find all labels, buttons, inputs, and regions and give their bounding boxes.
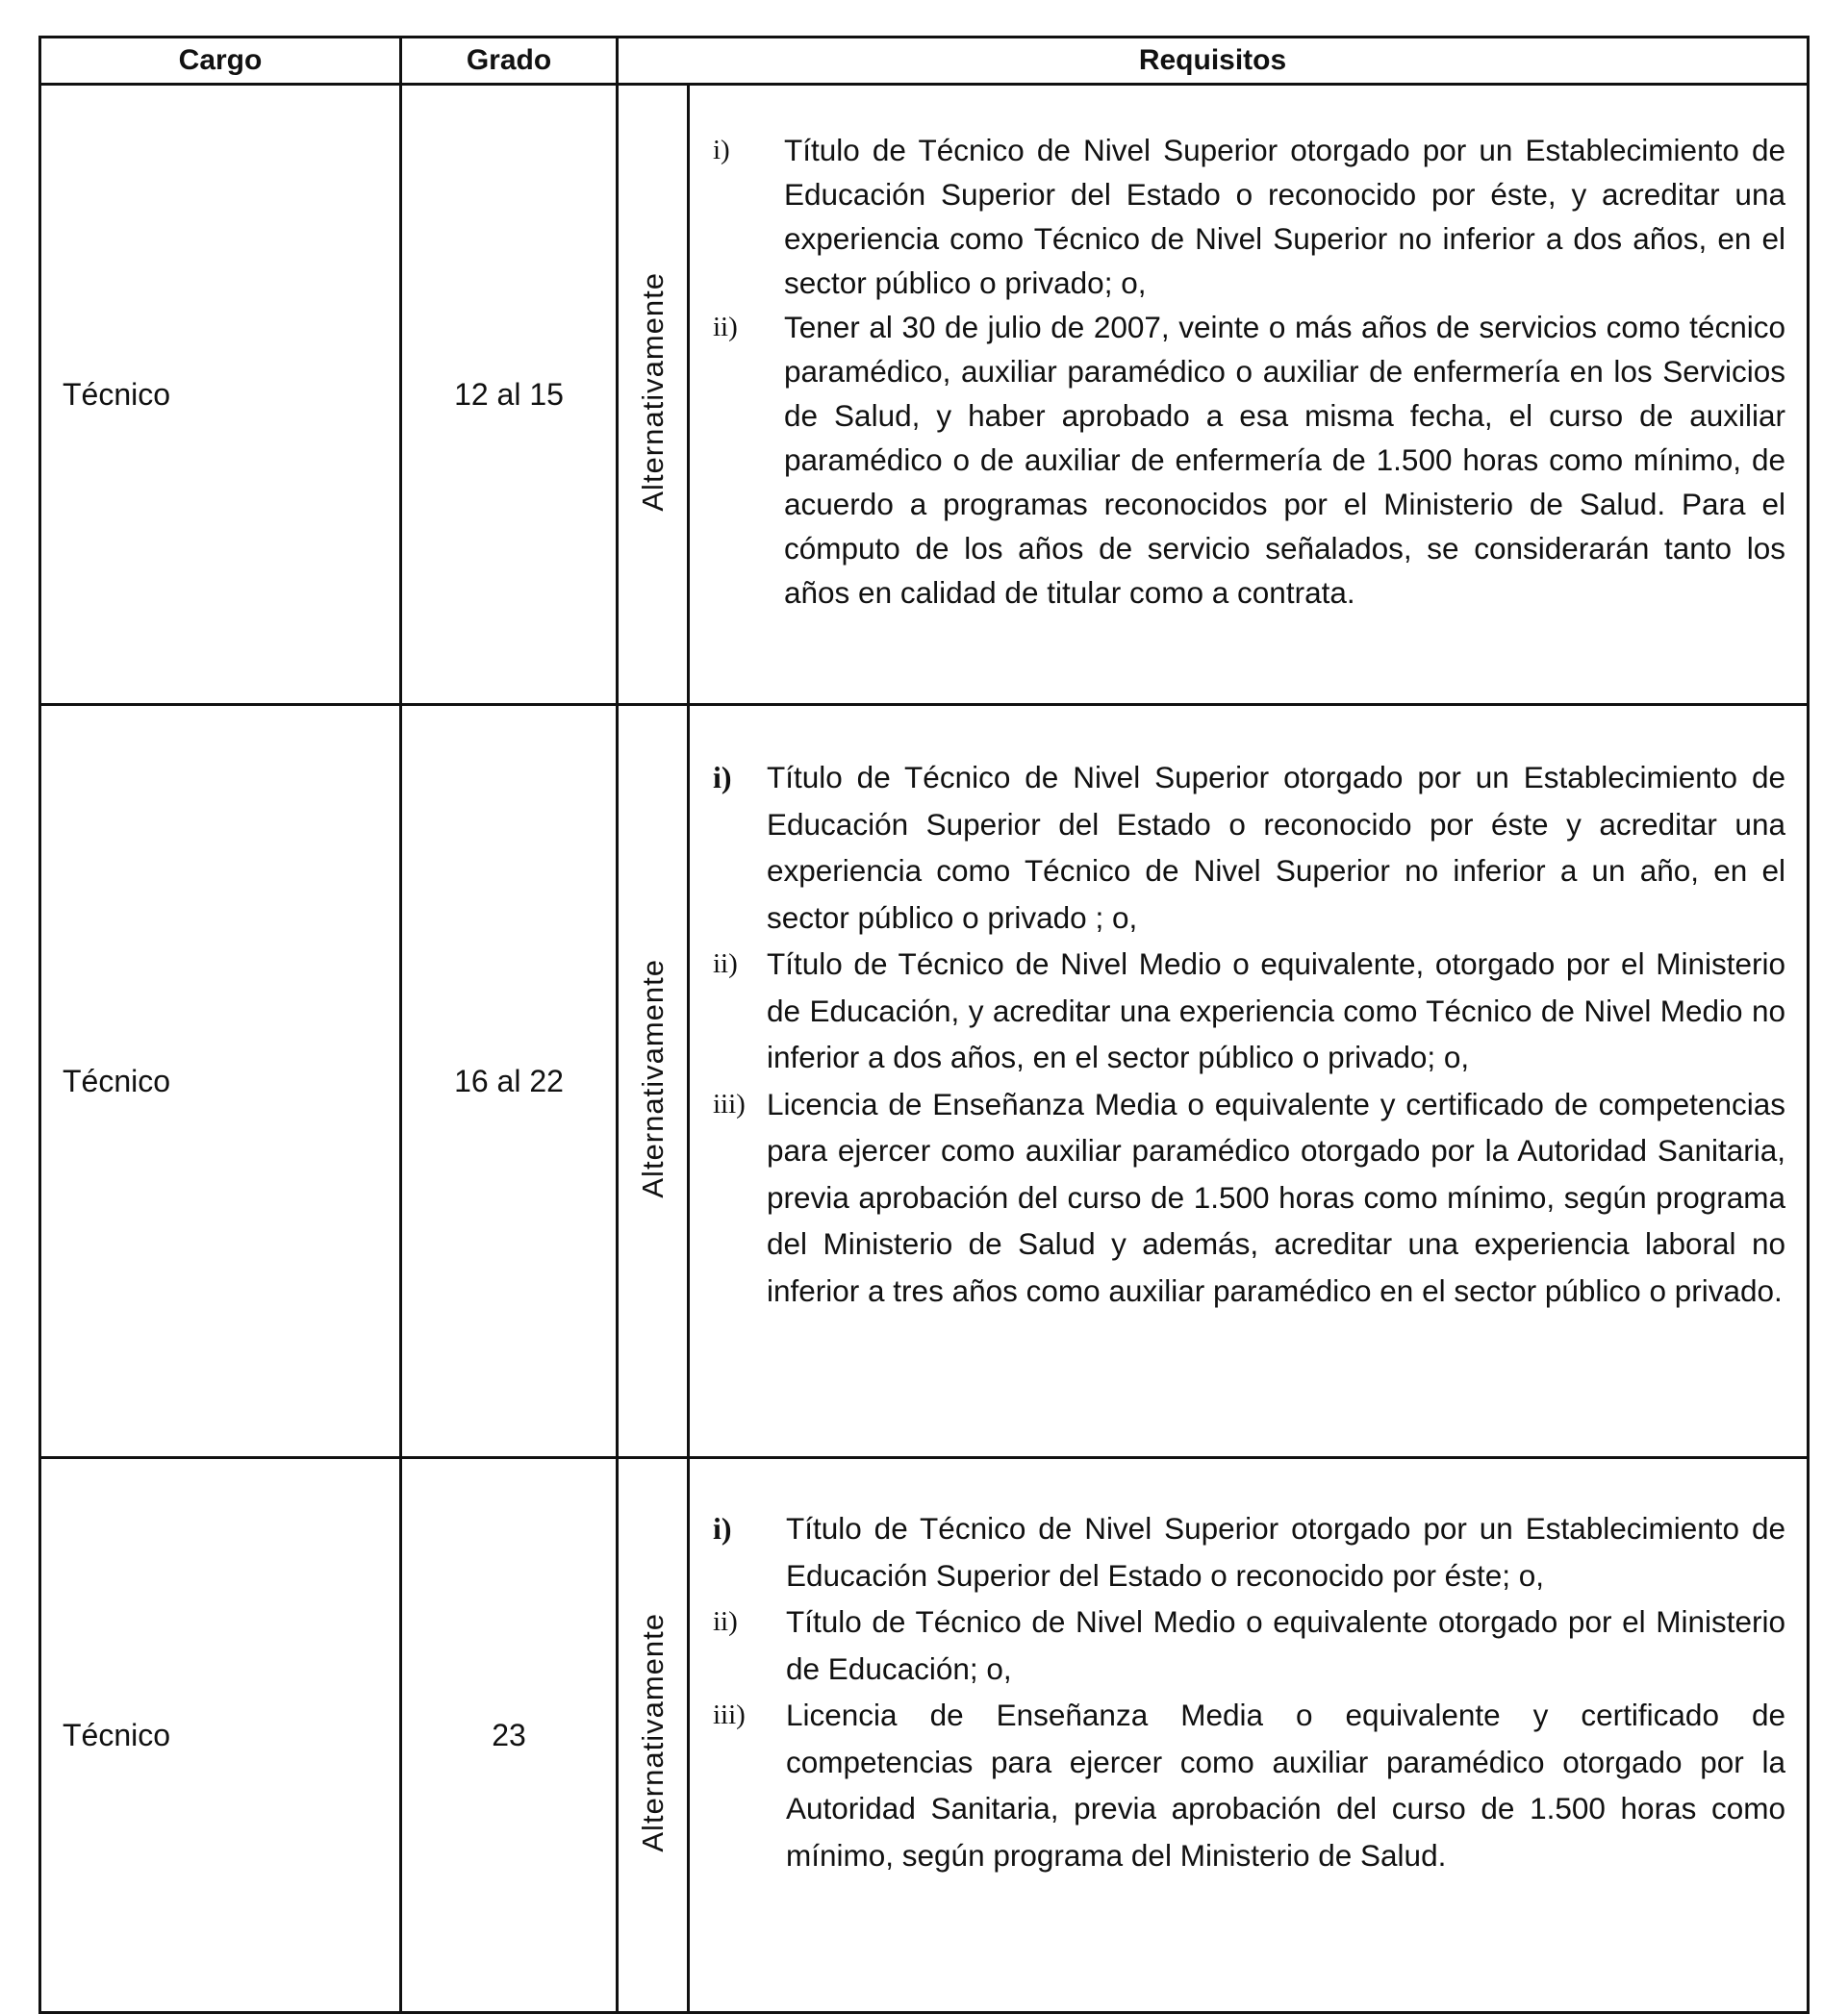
alternativamente-cell — [618, 85, 689, 705]
list-item — [713, 1081, 1785, 1315]
header-row — [40, 38, 1809, 85]
requisitos-cell — [689, 85, 1809, 705]
grado-cell: 23 — [401, 1458, 618, 2013]
item-text: Título de Técnico de Nivel Medio o equivalente otorgado por el Ministerio de Educación; o, — [786, 1604, 1785, 1686]
list-item — [713, 1692, 1785, 1878]
requirements-table — [38, 36, 1810, 2014]
item-text: Título de Técnico de Nivel Superior otorgado por un Establecimiento de Educación Superior del Estado o reconocido por éste; o, — [786, 1511, 1785, 1593]
table-row — [40, 85, 1809, 705]
item-text: Título de Técnico de Nivel Medio o equivalente, otorgado por el Ministerio de Educación, y acreditar una experiencia como Técnico de Nivel Medio no inferior a dos años, en el sector público o privado; o, — [767, 946, 1785, 1074]
requisitos-list — [713, 128, 1785, 615]
cargo-cell: Técnico — [40, 1458, 401, 2013]
requisitos-list — [713, 1505, 1785, 1878]
requisitos-list — [713, 754, 1785, 1314]
header-grado: Grado — [401, 38, 618, 85]
item-text: Licencia de Enseñanza Media o equivalente y certificado de competencias para ejercer como auxiliar paramédico otorgado por la Autoridad Sanitaria, previa aprobación del curso de 1.500 horas como mínimo, según programa del Ministerio de Salud. — [786, 1698, 1785, 1873]
requisitos-cell — [689, 705, 1809, 1458]
grado-cell: 12 al 15 — [401, 85, 618, 705]
item-marker: ii) — [713, 1606, 738, 1637]
grado-cell: 16 al 22 — [401, 705, 618, 1458]
list-item — [713, 128, 1785, 305]
item-text: Tener al 30 de julio de 2007, veinte o más años de servicios como técnico paramédico, auxiliar paramédico o auxiliar de enfermería en los Servicios de Salud, y haber aprobado a esa misma fecha, el curso de auxiliar paramédico o de auxiliar de enfermería de 1.500 horas como mínimo, de acuerdo a programas reconocidos por el Ministerio de Salud. Para el cómputo de los años de servicio señalados, se considerarán tanto los años en calidad de titular como a contrata. — [784, 310, 1785, 610]
list-item — [713, 1599, 1785, 1692]
table-row — [40, 705, 1809, 1458]
list-item — [713, 941, 1785, 1081]
list-item — [713, 1505, 1785, 1599]
item-marker: iii) — [713, 1088, 746, 1120]
item-marker: i) — [713, 135, 730, 165]
alternativamente-cell — [618, 705, 689, 1458]
header-cargo: Cargo — [40, 38, 401, 85]
cargo-cell: Técnico — [40, 705, 401, 1458]
item-marker: ii) — [713, 948, 738, 979]
item-marker: iii) — [713, 1699, 746, 1730]
list-item — [713, 754, 1785, 941]
alternativamente-label: Alternativamente — [635, 959, 670, 1198]
cargo-cell: Técnico — [40, 85, 401, 705]
table-row — [40, 1458, 1809, 2013]
alternativamente-label: Alternativamente — [635, 1613, 670, 1852]
alternativamente-cell — [618, 1458, 689, 2013]
requisitos-cell — [689, 1458, 1809, 2013]
item-marker: i) — [713, 1511, 732, 1546]
header-requisitos: Requisitos — [618, 38, 1809, 85]
item-marker: i) — [713, 760, 732, 794]
item-text: Licencia de Enseñanza Media o equivalente y certificado de competencias para ejercer como auxiliar paramédico otorgado por la Autoridad Sanitaria, previa aprobación del curso de 1.500 horas como mínimo, según programa del Ministerio de Salud y además, acreditar una experiencia laboral no inferior a tres años como auxiliar paramédico en el sector público o privado. — [767, 1086, 1785, 1308]
item-marker: ii) — [713, 312, 738, 342]
item-text: Título de Técnico de Nivel Superior otorgado por un Establecimiento de Educación Superior del Estado o reconocido por éste, y acreditar una experiencia como Técnico de Nivel Superior no inferior a dos años, en el sector público o privado; o, — [784, 133, 1785, 300]
list-item — [713, 305, 1785, 615]
alternativamente-label: Alternativamente — [635, 272, 670, 512]
item-text: Título de Técnico de Nivel Superior otorgado por un Establecimiento de Educación Superior del Estado o reconocido por éste y acreditar una experiencia como Técnico de Nivel Superior no inferior a un año, en el sector público o privado ; o, — [767, 760, 1785, 935]
